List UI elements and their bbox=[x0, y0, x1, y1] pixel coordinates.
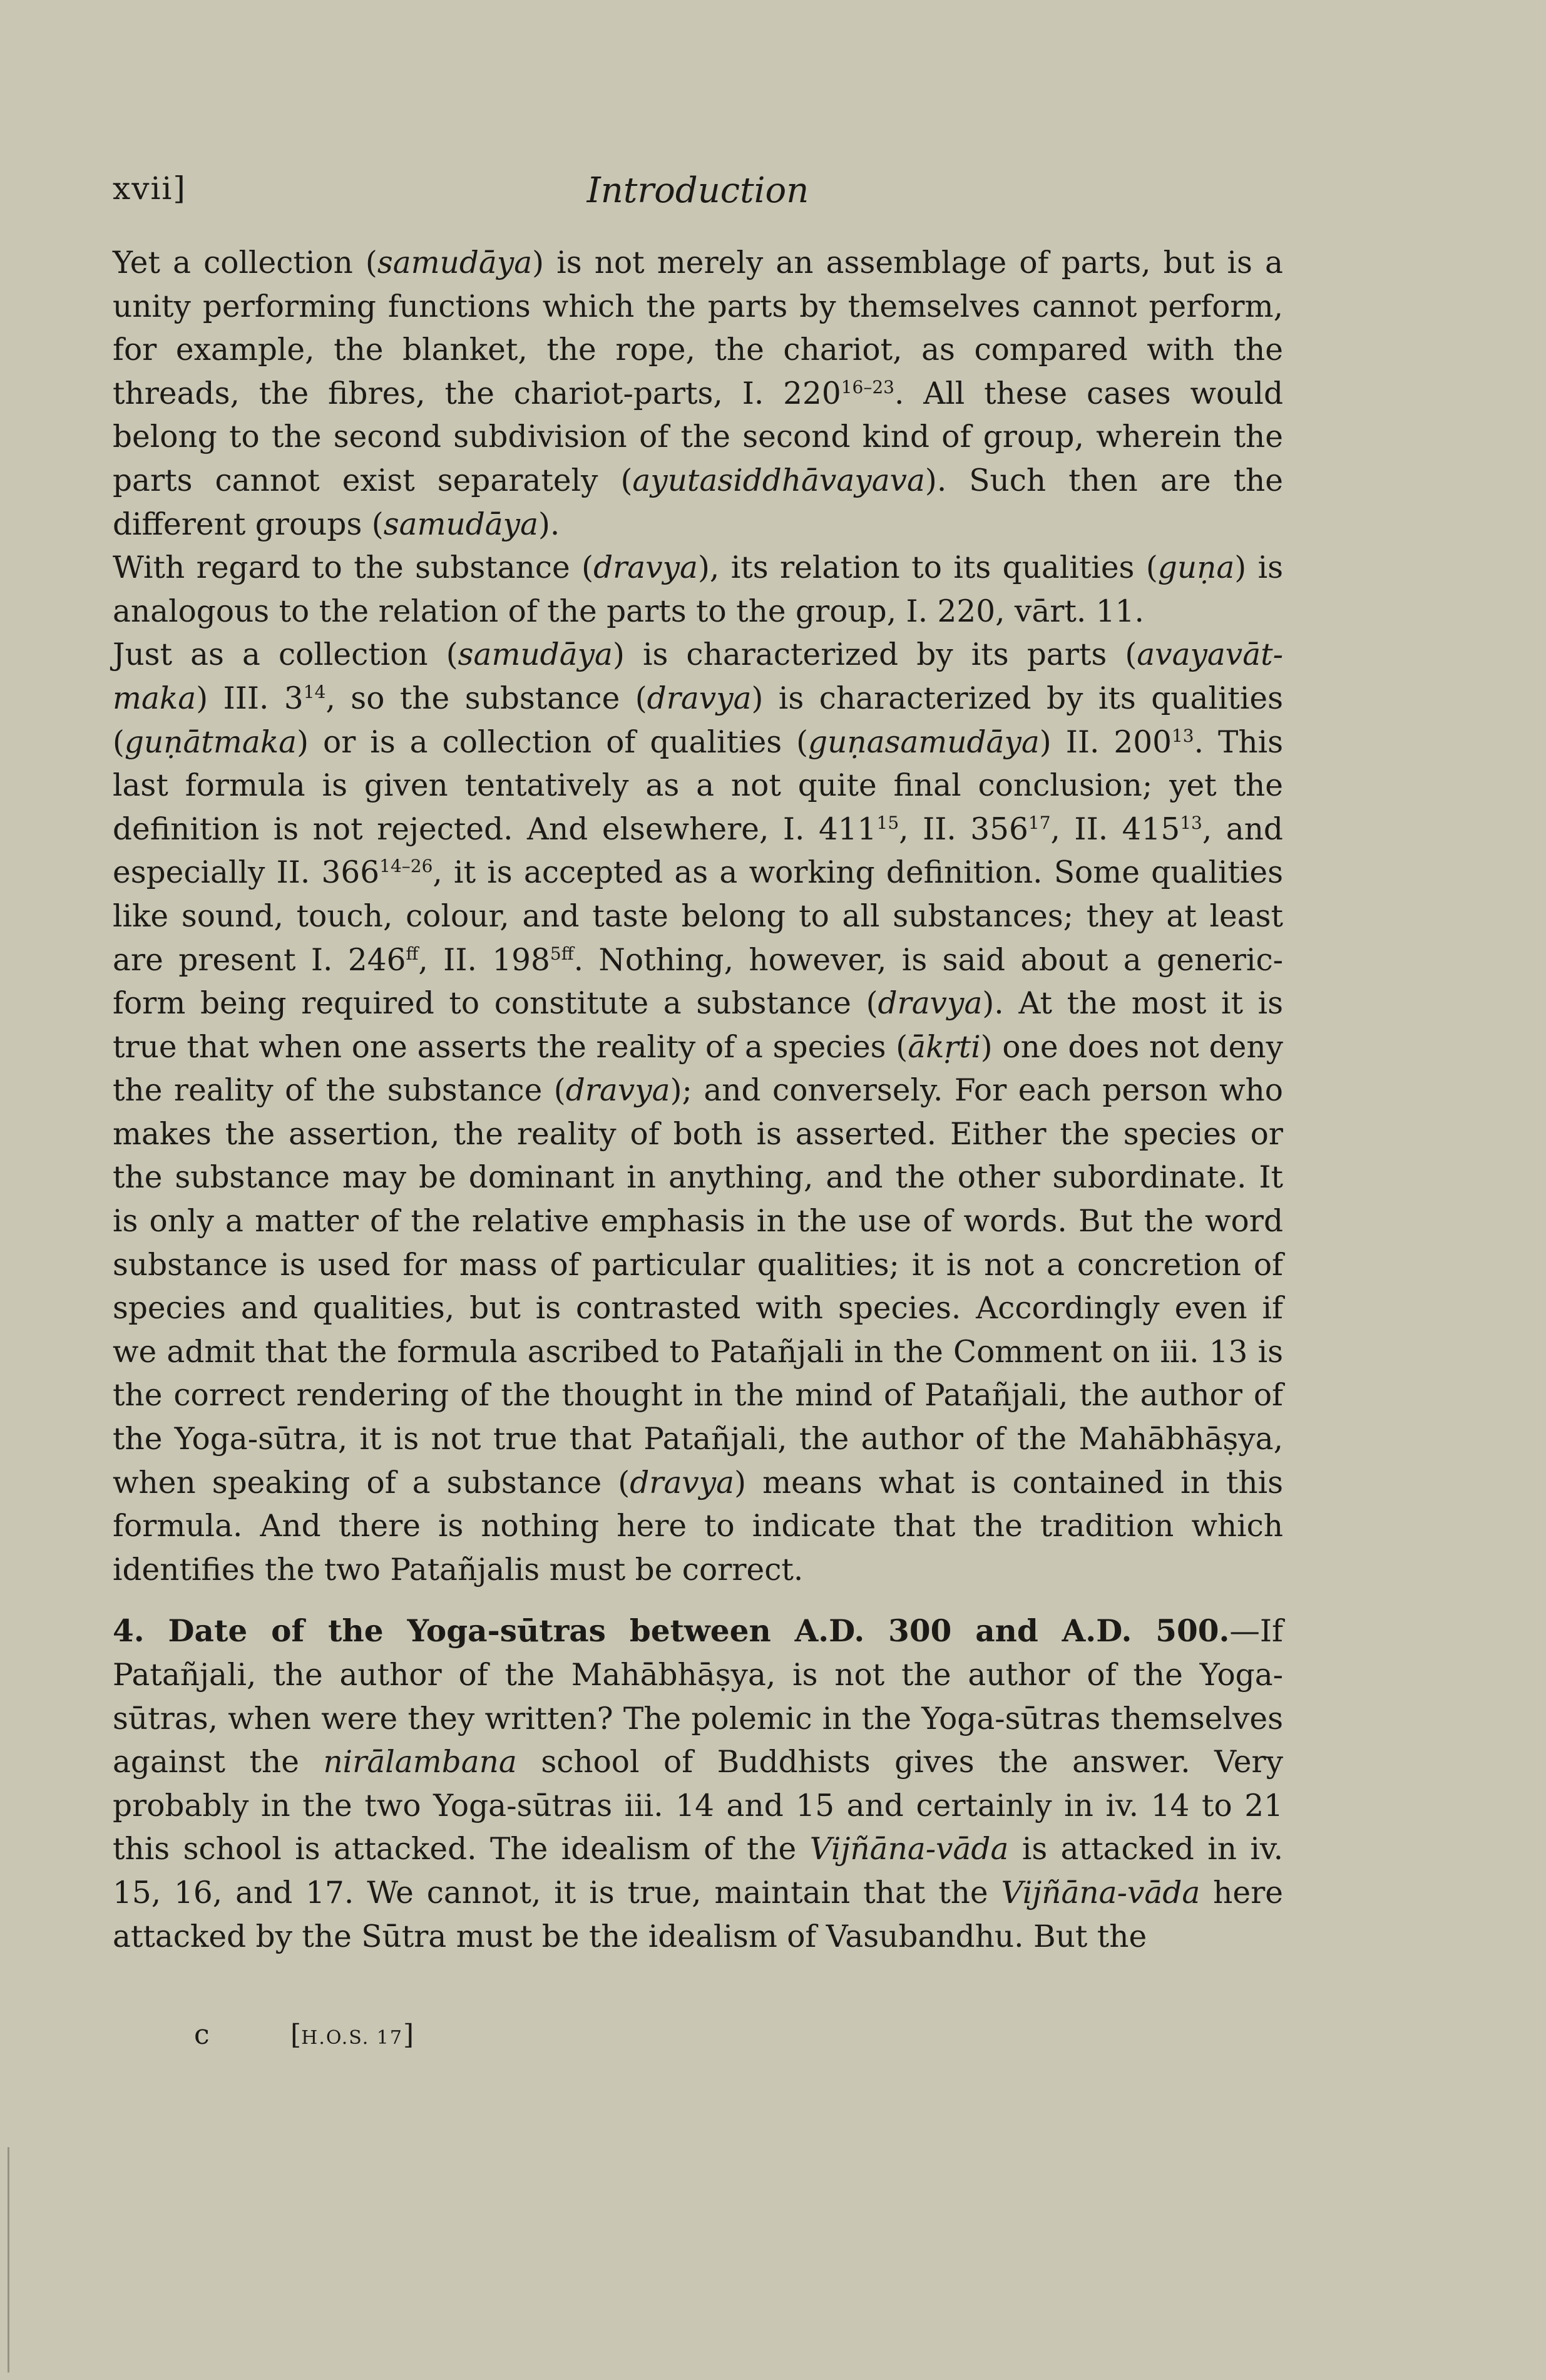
text-run: ) is characterized by its parts ( bbox=[612, 637, 1137, 673]
reference-superscript: 15 bbox=[876, 812, 899, 833]
italic-term: guṇātmaka bbox=[124, 724, 297, 760]
italic-term: dravya bbox=[630, 1465, 735, 1500]
text-run: ). bbox=[538, 506, 560, 542]
text-run: is attacked in iv. 15, 16, and 17. We cannot, it is true, maintain that the bbox=[113, 1832, 1283, 1911]
text-run: here attacked by the Sūtra must be the idealism of Vasubandhu. But the bbox=[113, 1875, 1283, 1954]
reference-superscript: 13 bbox=[1171, 725, 1194, 746]
text-run: school of Buddhists gives the answer. Very probably in the two Yoga-sūtras iii. 14 and 15 and certainly in iv. 14 to 21 this school is attacked. The idealism of the bbox=[113, 1745, 1283, 1867]
paragraph-groups bbox=[113, 242, 1283, 546]
italic-term: ākṛti bbox=[908, 1029, 981, 1065]
text-run: ) is analogous to the relation of the parts to the group, I. 220, vārt. 11. bbox=[113, 550, 1283, 629]
italic-term: samudāya bbox=[458, 637, 613, 673]
scan-margin-mark bbox=[8, 2147, 9, 2372]
section-heading: 4. Date of the Yoga-sūtras between A.D. 300 and A.D. 500. bbox=[113, 1613, 1230, 1649]
body-text bbox=[113, 242, 1283, 1959]
text-run: ) II. 200 bbox=[1039, 724, 1172, 760]
italic-term: Vijñāna-vāda bbox=[809, 1832, 1009, 1867]
italic-term: samudāya bbox=[383, 506, 538, 542]
text-run: . All these cases would belong to the second subdivision of the second kind of group, wherein the parts cannot exist separately ( bbox=[113, 376, 1283, 498]
italic-term: ayutasiddhāvayava bbox=[632, 463, 925, 498]
italic-term: nirālambana bbox=[323, 1745, 517, 1780]
text-run: Yet a collection ( bbox=[113, 245, 377, 280]
text-run: , II. 356 bbox=[899, 811, 1028, 847]
text-run: , and especially II. 366 bbox=[113, 811, 1283, 891]
page-header bbox=[113, 170, 1283, 220]
text-run: With regard to the substance ( bbox=[113, 550, 594, 586]
text-run: , II. 198 bbox=[418, 942, 550, 978]
text-run: ). Such then are the different groups ( bbox=[113, 463, 1283, 542]
italic-term: guṇasamudāya bbox=[808, 724, 1040, 760]
text-run: ). At the most it is true that when one asserts the reality of a species ( bbox=[113, 986, 1283, 1065]
text-run: ) is not merely an assemblage of parts, but is a unity performing functions which the parts by themselves cannot perform, for example, the blanket, the rope, the chariot, as compared with the threads, the fibres, the chariot-parts, I. 220 bbox=[113, 245, 1283, 411]
paragraph-substance-definition bbox=[113, 633, 1283, 1592]
reference-superscript: 17 bbox=[1028, 812, 1051, 833]
paragraph-substance-relation bbox=[113, 546, 1283, 633]
italic-term: dravya bbox=[565, 1073, 670, 1109]
italic-term: samudāya bbox=[377, 245, 533, 280]
text-run: ) is characterized by its qualities ( bbox=[113, 680, 1284, 760]
series-mark: H.O.S. 17 bbox=[301, 2027, 403, 2049]
text-run: ) or is a collection of qualities ( bbox=[297, 724, 809, 760]
page-footer: c [H.O.S. 17] bbox=[194, 2019, 414, 2051]
reference-superscript: 16–23 bbox=[841, 376, 894, 398]
italic-term: dravya bbox=[878, 986, 983, 1022]
page-number: xvii] bbox=[113, 170, 187, 207]
text-run: ) one does not deny the reality of the substance ( bbox=[113, 1029, 1284, 1109]
text-run: , so the substance ( bbox=[325, 680, 647, 716]
text-run: ) means what is contained in this formula. And there is nothing here to indicate that the tradition which identifies the two Patañjalis must be correct. bbox=[113, 1465, 1283, 1588]
signature-mark: c bbox=[194, 2019, 210, 2051]
text-run: , II. 415 bbox=[1050, 811, 1180, 847]
text-run: , it is accepted as a working definition. Some qualities like sound, touch, colour, and taste belong to all substances; they at least are present I. 246 bbox=[113, 855, 1283, 978]
text-run: . This last formula is given tentatively as a not quite final conclusion; yet the definition is not rejected. And elsewhere, I. 411 bbox=[113, 724, 1283, 847]
italic-term: dravya bbox=[593, 550, 698, 586]
text-run: Just as a collection ( bbox=[113, 637, 458, 673]
text-run: —If Patañjali, the author of the Mahābhāṣya, is not the author of the Yoga-sūtras, when were they written? The polemic in the Yoga-sūtras themselves against the bbox=[113, 1614, 1283, 1780]
text-run: ), its relation to its qualities ( bbox=[697, 550, 1158, 586]
reference-superscript: ff bbox=[406, 943, 419, 964]
text-run: ); and conversely. For each person who makes the assertion, the reality of both is asserted. Either the species or the substance may be dominant in anything, and the other subordinate. It is only a matter of the relative emphasis in the use of words. But the word substance is used for mass of particular qualities; it is not a concretion of species and qualities, but is contrasted with species. Accordingly even if we admit that the formula ascribed to Patañjali in the Comment on iii. 13 is the correct rendering of the thought in the mind of Patañjali, the author of the Yoga-sūtra, it is not true that Patañjali, the author of the Mahābhāṣya, when speaking of a substance ( bbox=[113, 1073, 1283, 1500]
italic-term: Vijñāna-vāda bbox=[1001, 1875, 1200, 1911]
italic-term: guṇa bbox=[1157, 550, 1235, 586]
reference-superscript: 14–26 bbox=[379, 856, 433, 877]
section-4-date-of-yoga-sutras bbox=[113, 1609, 1283, 1959]
running-title: Introduction bbox=[586, 170, 809, 211]
reference-superscript: 14 bbox=[303, 681, 326, 702]
reference-superscript: 13 bbox=[1180, 812, 1202, 833]
text-run: . Nothing, however, is said about a generic-form being required to constitute a substance ( bbox=[113, 942, 1283, 1022]
italic-term: dravya bbox=[647, 680, 752, 716]
italic-term: avayavāt-maka bbox=[113, 637, 1283, 716]
text-run: ) III. 3 bbox=[196, 680, 304, 716]
reference-superscript: 5ff bbox=[550, 943, 574, 964]
